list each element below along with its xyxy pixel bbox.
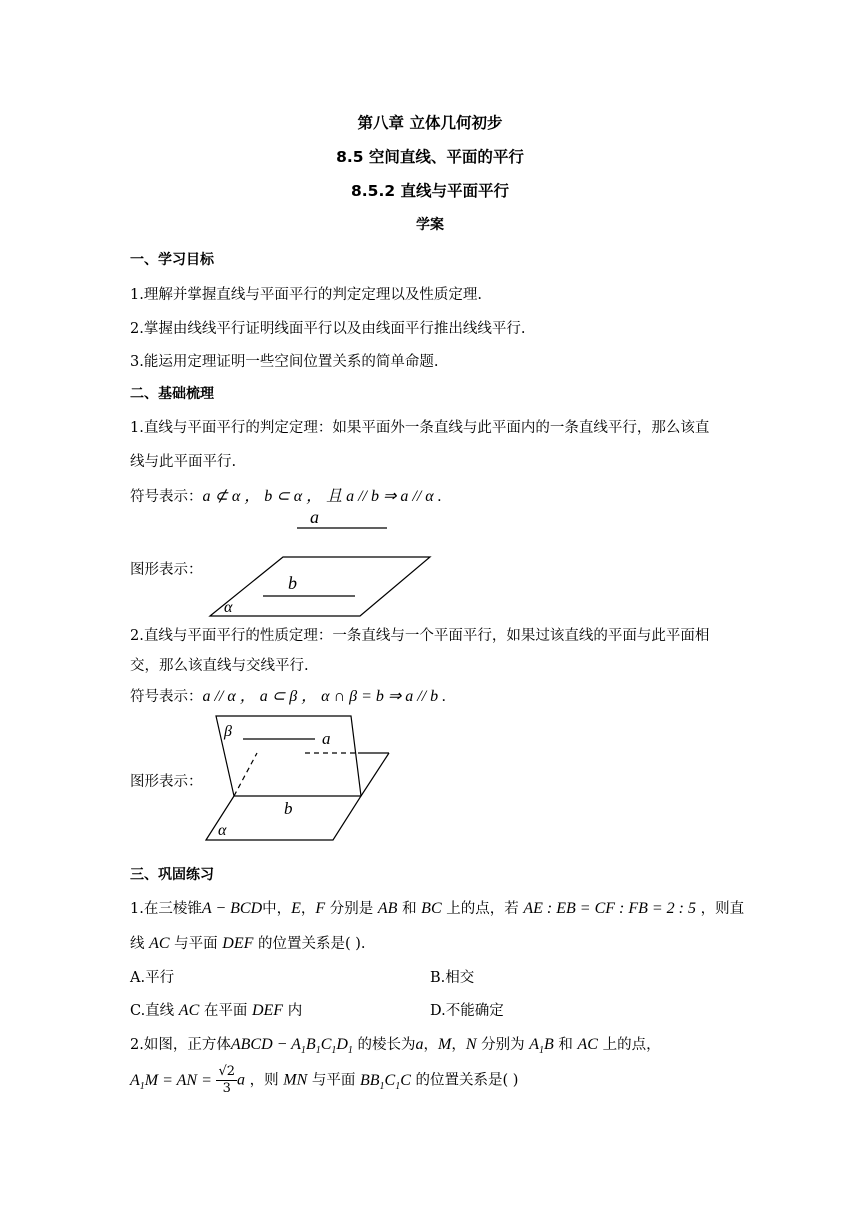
goal-item: 3.能运用定理证明一些空间位置关系的简单命题. xyxy=(130,354,439,370)
chapter-title: 第八章 立体几何初步 xyxy=(357,114,503,132)
alpha-right-edge xyxy=(361,753,389,796)
basics-heading: 二、基础梳理 xyxy=(130,386,214,402)
theorem1-symbol: a ⊄ α ， b ⊂ α ， 且 a // b ⇒ a // α . xyxy=(202,488,442,505)
subsection-title: 8.5.2 直线与平面平行 xyxy=(350,182,510,200)
label-a: a xyxy=(310,507,319,527)
theorem1-text: 线与此平面平行. xyxy=(130,454,237,470)
section-title: 8.5 空间直线、平面的平行 xyxy=(336,148,524,166)
label-alpha: α xyxy=(218,822,227,839)
fraction: $\frac{√2}{3}$ xyxy=(218,1064,236,1096)
theorem1-text: 1.直线与平面平行的判定定理：如果平面外一条直线与此平面内的一条直线平行，那么该直 xyxy=(130,420,710,436)
figure2-label: 图形表示： xyxy=(130,774,203,790)
plane-beta xyxy=(216,716,361,796)
option-d[interactable]: D.不能确定 xyxy=(430,1003,504,1019)
goal-item: 1.理解并掌握直线与平面平行的判定定理以及性质定理. xyxy=(130,287,482,303)
option-c[interactable]: C.直线 AC 在平面 DEF 内 xyxy=(130,1002,303,1019)
figure1-label: 图形表示： xyxy=(130,562,203,578)
theorem2-text: 2.直线与平面平行的性质定理：一条直线与一个平面平行，如果过该直线的平面与此平面相 xyxy=(130,628,710,644)
label-b: b xyxy=(288,573,297,593)
label-b: b xyxy=(284,799,293,818)
theorem2-symbol: a // α ， a ⊂ β ， α ∩ β = b ⇒ a // b . xyxy=(202,688,447,705)
label-alpha: α xyxy=(224,599,233,616)
plane-alpha xyxy=(210,557,430,616)
figure1-diagram xyxy=(200,505,440,620)
figure2-diagram xyxy=(200,710,400,845)
doc-type: 学案 xyxy=(416,217,444,233)
goal-item: 2.掌握由线线平行证明线面平行以及由线面平行推出线线平行. xyxy=(130,321,526,337)
question-2-line2: $A_1M$ = AN = $\frac{√2}{3}$ a ，则 MN 与平面 $BB_1C_1C$ 的位置关系是( ) xyxy=(130,1064,519,1096)
hidden-edge xyxy=(234,753,257,796)
option-b[interactable]: B.相交 xyxy=(430,970,475,986)
question-1-line1: 1.在三棱锥A − BCD中，E，F 分别是 AB 和 BC 上的点，若 AE : EB = CF : FB = 2 : 5 ，则直 xyxy=(130,900,745,917)
theorem1-symbol-row xyxy=(130,483,442,506)
question-1-line2: 线 AC 与平面 DEF 的位置关系是( ). xyxy=(130,935,366,952)
label-beta: β xyxy=(224,723,232,740)
theorem2-text: 交，那么该直线与交线平行. xyxy=(130,658,309,674)
practice-heading: 三、巩固练习 xyxy=(130,867,214,883)
question-2-line1: 2.如图，正方体ABCD − $A_1B_1C_1D_1$ 的棱长为a，M，N 分别为 $A_1B$ 和 AC 上的点， xyxy=(130,1036,661,1057)
option-a[interactable]: A.平行 xyxy=(130,970,175,986)
goals-heading: 一、学习目标 xyxy=(130,252,214,268)
theorem2-symbol-row xyxy=(130,683,446,706)
label-a: a xyxy=(322,729,331,748)
symbol-label: 符号表示： xyxy=(130,689,203,705)
symbol-label: 符号表示： xyxy=(130,489,203,505)
